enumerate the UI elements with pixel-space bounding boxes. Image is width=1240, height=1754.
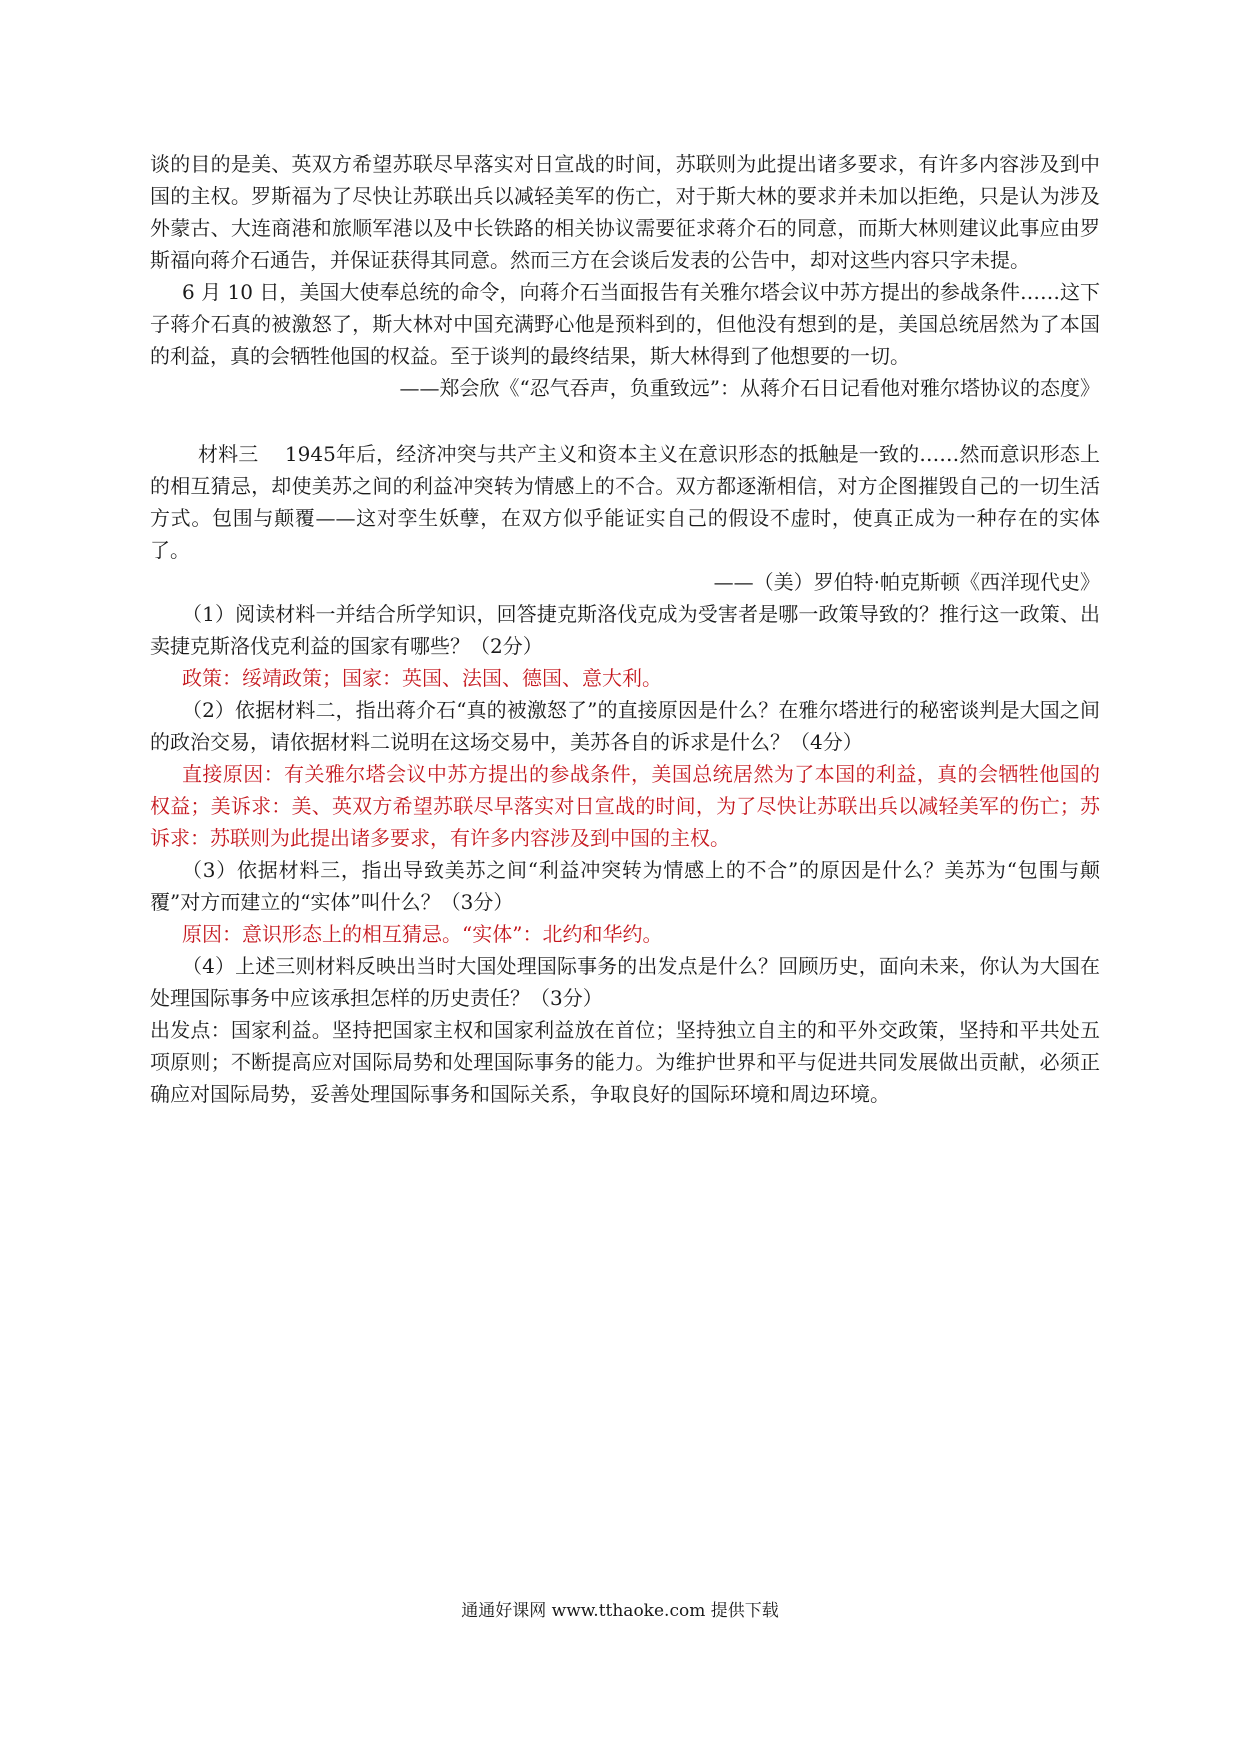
material2-paragraph-2: 6 月 10 日，美国大使奉总统的命令，向蒋介石当面报告有关雅尔塔会议中苏方提出的参战条件……这下子蒋介石真的被激怒了，斯大林对中国充满野心他是预料到的，但他没有想到的是，美国总统居然为了本国的利益，真的会牺牲他国的权益。至于谈判的最终结果，斯大林得到了他想要的一切。 (150, 280, 1100, 368)
answer-4: 出发点：国家利益。坚持把国家主权和国家利益放在首位；坚持独立自主的和平外交政策，坚持和平共处五项原则；不断提高应对国际局势和处理国际事务的能力。为维护世界和平与促进共同发展做出贡献，必须正确应对国际局势，妥善处理国际事务和国际关系，争取良好的国际环境和周边环境。 (150, 1018, 1100, 1106)
section-gap (150, 404, 1100, 438)
answer-2: 直接原因：有关雅尔塔会议中苏方提出的参战条件，美国总统居然为了本国的利益，真的会牺牲他国的权益；美诉求：美、英双方希望苏联尽早落实对日宣战的时间，为了尽快让苏联出兵以减轻美军的伤亡；苏诉求：苏联则为此提出诸多要求，有许多内容涉及到中国的主权。 (150, 762, 1100, 850)
answer-3: 原因：意识形态上的相互猜忌。“实体”：北约和华约。 (182, 922, 663, 946)
question-4: （4）上述三则材料反映出当时大国处理国际事务的出发点是什么？回顾历史，面向未来，你认为大国在处理国际事务中应该承担怎样的历史责任？（3分） (150, 954, 1100, 1010)
question-2: （2）依据材料二，指出蒋介石“真的被激怒了”的直接原因是什么？在雅尔塔进行的秘密谈判是大国之间的政治交易，请依据材料二说明在这场交易中，美苏各自的诉求是什么？（4分） (150, 698, 1100, 754)
question-3: （3）依据材料三，指出导致美苏之间“利益冲突转为情感上的不合”的原因是什么？美苏为“包围与颠覆”对方而建立的“实体”叫什么？（3分） (150, 858, 1100, 914)
material2-paragraph-1: 谈的目的是美、英双方希望苏联尽早落实对日宣战的时间，苏联则为此提出诸多要求，有许多内容涉及到中国的主权。罗斯福为了尽快让苏联出兵以减轻美军的伤亡，对于斯大林的要求并未加以拒绝，只是认为涉及外蒙古、大连商港和旅顺军港以及中长铁路的相关协议需要征求蒋介石的同意，而斯大林则建议此事应由罗斯福向蒋介石通告，并保证获得其同意。然而三方在会谈后发表的公告中，却对这些内容只字未提。 (150, 152, 1100, 272)
material3-text: 材料三 1945年后，经济冲突与共产主义和资本主义在意识形态的抵触是一致的……然而意识形态上的相互猜忌，却使美苏之间的利益冲突转为情感上的不合。双方都逐渐相信，对方企图摧毁自己的一切生活方式。包围与颠覆——这对孪生妖孽，在双方似乎能证实自己的假设不虚时，使真正成为一种存在的实体了。 (150, 442, 1100, 562)
material3-source: ——（美）罗伯特·帕克斯顿《西洋现代史》 (713, 570, 1100, 594)
material2-source: ——郑会欣《“忍气吞声，负重致远”：从蒋介石日记看他对雅尔塔协议的态度》 (399, 376, 1100, 400)
question-1: （1）阅读材料一并结合所学知识，回答捷克斯洛伐克成为受害者是哪一政策导致的？推行这一政策、出卖捷克斯洛伐克利益的国家有哪些？（2分） (150, 602, 1100, 658)
document-body (150, 148, 1100, 1110)
page-footer: 通通好课网 www.tthaoke.com 提供下载 (461, 1601, 779, 1621)
answer-1: 政策：绥靖政策；国家：英国、法国、德国、意大利。 (182, 666, 662, 690)
